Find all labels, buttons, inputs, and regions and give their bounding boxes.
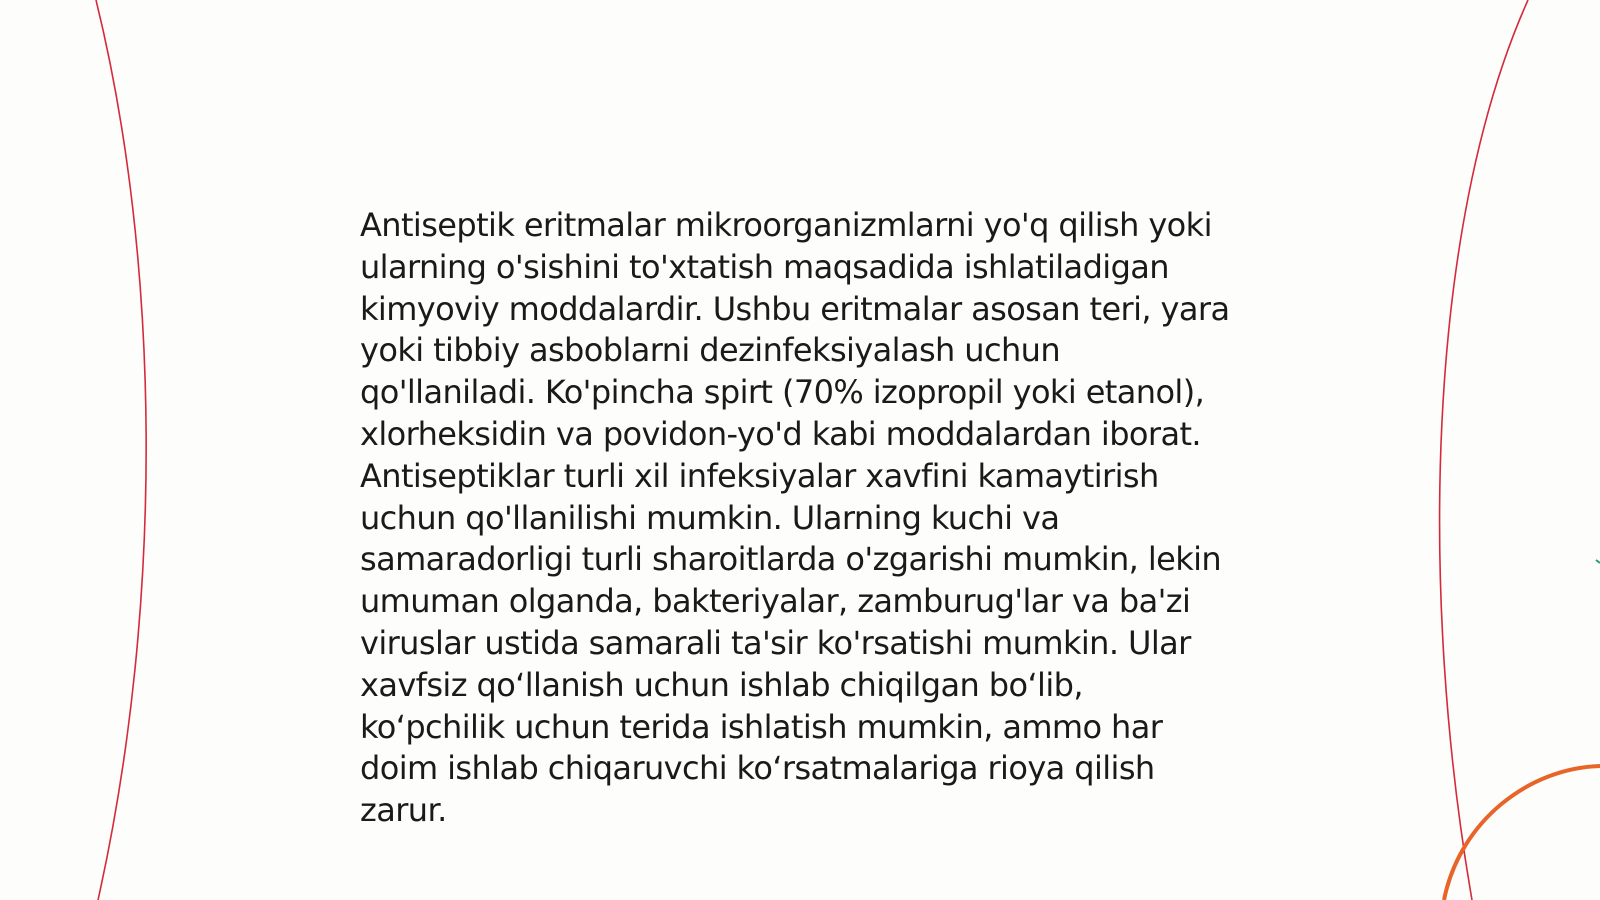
left-curve-line: [96, 0, 146, 900]
orange-arc: [1444, 766, 1600, 900]
green-mark: [1596, 560, 1600, 563]
right-curve-line: [1440, 0, 1528, 900]
body-paragraph: Antiseptik eritmalar mikroorganizmlarni yo'q qilish yoki ularning o'sishini to'xtatish maqsadida ishlatiladigan kimyoviy moddalardir. Ushbu eritmalar asosan teri, yara yoki tibbiy asboblarni dezinfeksiyalash uchun qo'llaniladi. Ko'pincha spirt (70% izopropil yoki etanol), xlorheksidin va povidon-yo'd kabi moddalardan iborat. Antiseptiklar turli xil infeksiyalar xavfini kamaytirish uchun qo'llanilishi mumkin. Ularning kuchi va samaradorligi turli sharoitlarda o'zgarishi mumkin, lekin umuman olganda, bakteriyalar, zamburug'lar va ba'zi viruslar ustida samarali ta'sir ko'rsatishi mumkin. Ular xavfsiz qo‘llanish uchun ishlab chiqilgan bo‘lib, ko‘pchilik uchun terida ishlatish mumkin, ammo har doim ishlab chiqaruvchi ko‘rsatmalariga rioya qilish zarur.: [360, 206, 1230, 830]
